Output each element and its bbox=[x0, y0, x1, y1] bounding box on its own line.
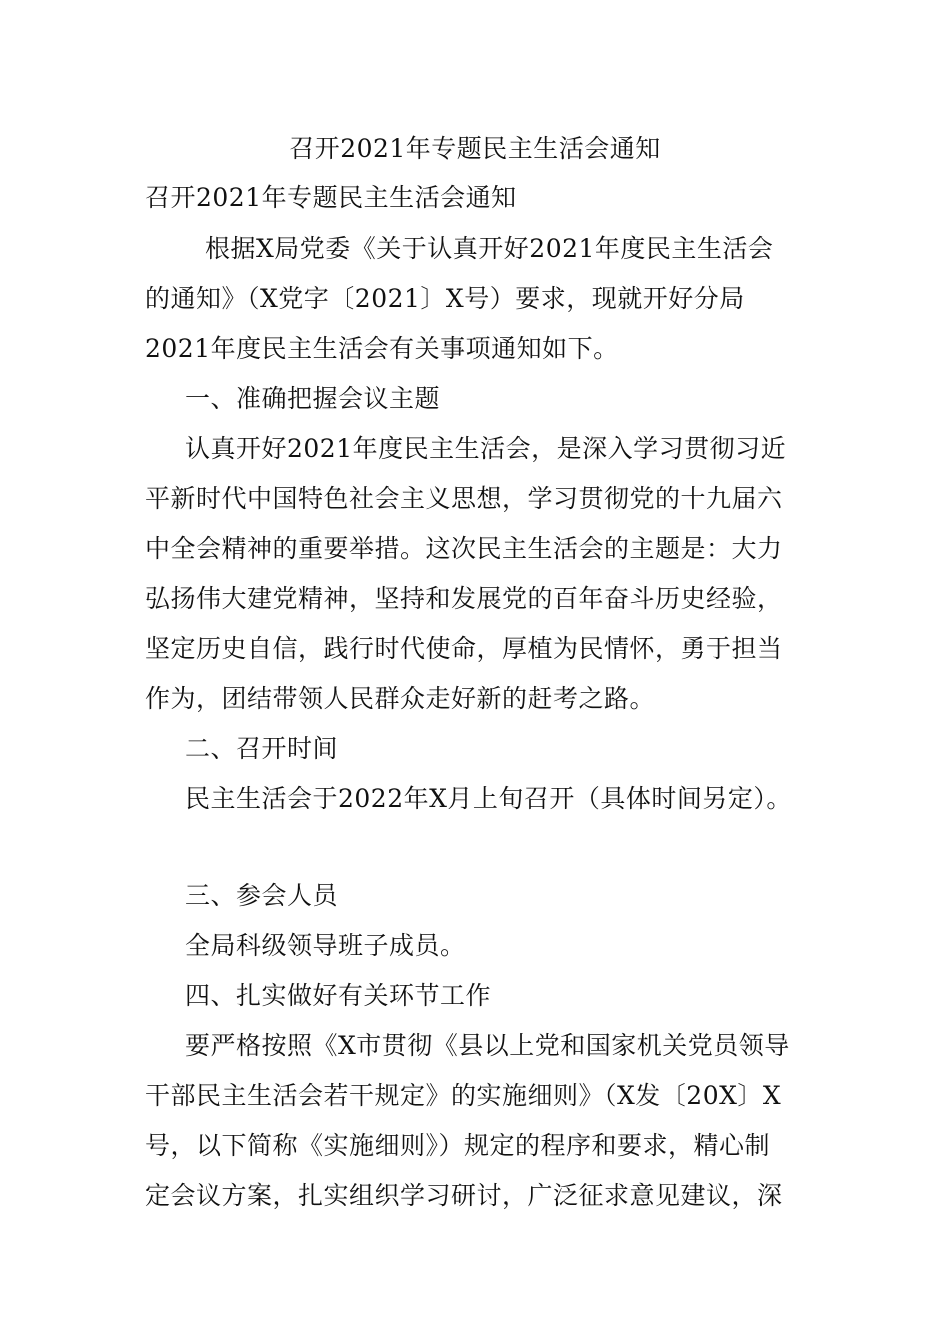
paragraph-line: 作为，团结带领人民群众走好新的赶考之路。 bbox=[145, 684, 656, 713]
paragraph-line: 的通知》（X党字〔2021〕X号）要求，现就开好分局 bbox=[145, 284, 745, 313]
document-subtitle: 召开2021年专题民主生活会通知 bbox=[145, 183, 517, 212]
paragraph-line: 2021年度民主生活会有关事项通知如下。 bbox=[145, 334, 619, 363]
document-title: 召开2021年专题民主生活会通知 bbox=[289, 134, 661, 163]
paragraph-line: 坚定历史自信，践行时代使命，厚植为民情怀，勇于担当 bbox=[145, 634, 783, 663]
paragraph-line: 民主生活会于2022年X月上旬召开（具体时间另定）。 bbox=[185, 784, 792, 813]
section-heading: 一、准确把握会议主题 bbox=[185, 384, 441, 413]
paragraph-line: 全局科级领导班子成员。 bbox=[185, 931, 466, 960]
section-heading: 三、参会人员 bbox=[185, 881, 339, 910]
paragraph-line: 定会议方案，扎实组织学习研讨，广泛征求意见建议，深 bbox=[145, 1181, 783, 1210]
paragraph-line: 弘扬伟大建党精神，坚持和发展党的百年奋斗历史经验， bbox=[145, 584, 783, 613]
paragraph-line: 中全会精神的重要举措。这次民主生活会的主题是：大力 bbox=[145, 534, 783, 563]
section-heading: 四、扎实做好有关环节工作 bbox=[185, 981, 492, 1010]
paragraph-line: 平新时代中国特色社会主义思想，学习贯彻党的十九届六 bbox=[145, 484, 783, 513]
paragraph-line: 认真开好2021年度民主生活会，是深入学习贯彻习近 bbox=[185, 434, 787, 463]
paragraph-line: 根据X局党委《关于认真开好2021年度民主生活会 bbox=[205, 234, 774, 263]
paragraph-line: 号，以下简称《实施细则》）规定的程序和要求，精心制 bbox=[145, 1131, 771, 1160]
section-heading: 二、召开时间 bbox=[185, 734, 339, 763]
paragraph-line: 干部民主生活会若干规定》的实施细则》（X发〔20X〕X bbox=[145, 1081, 782, 1110]
paragraph-line: 要严格按照《X市贯彻《县以上党和国家机关党员领导 bbox=[185, 1031, 790, 1060]
